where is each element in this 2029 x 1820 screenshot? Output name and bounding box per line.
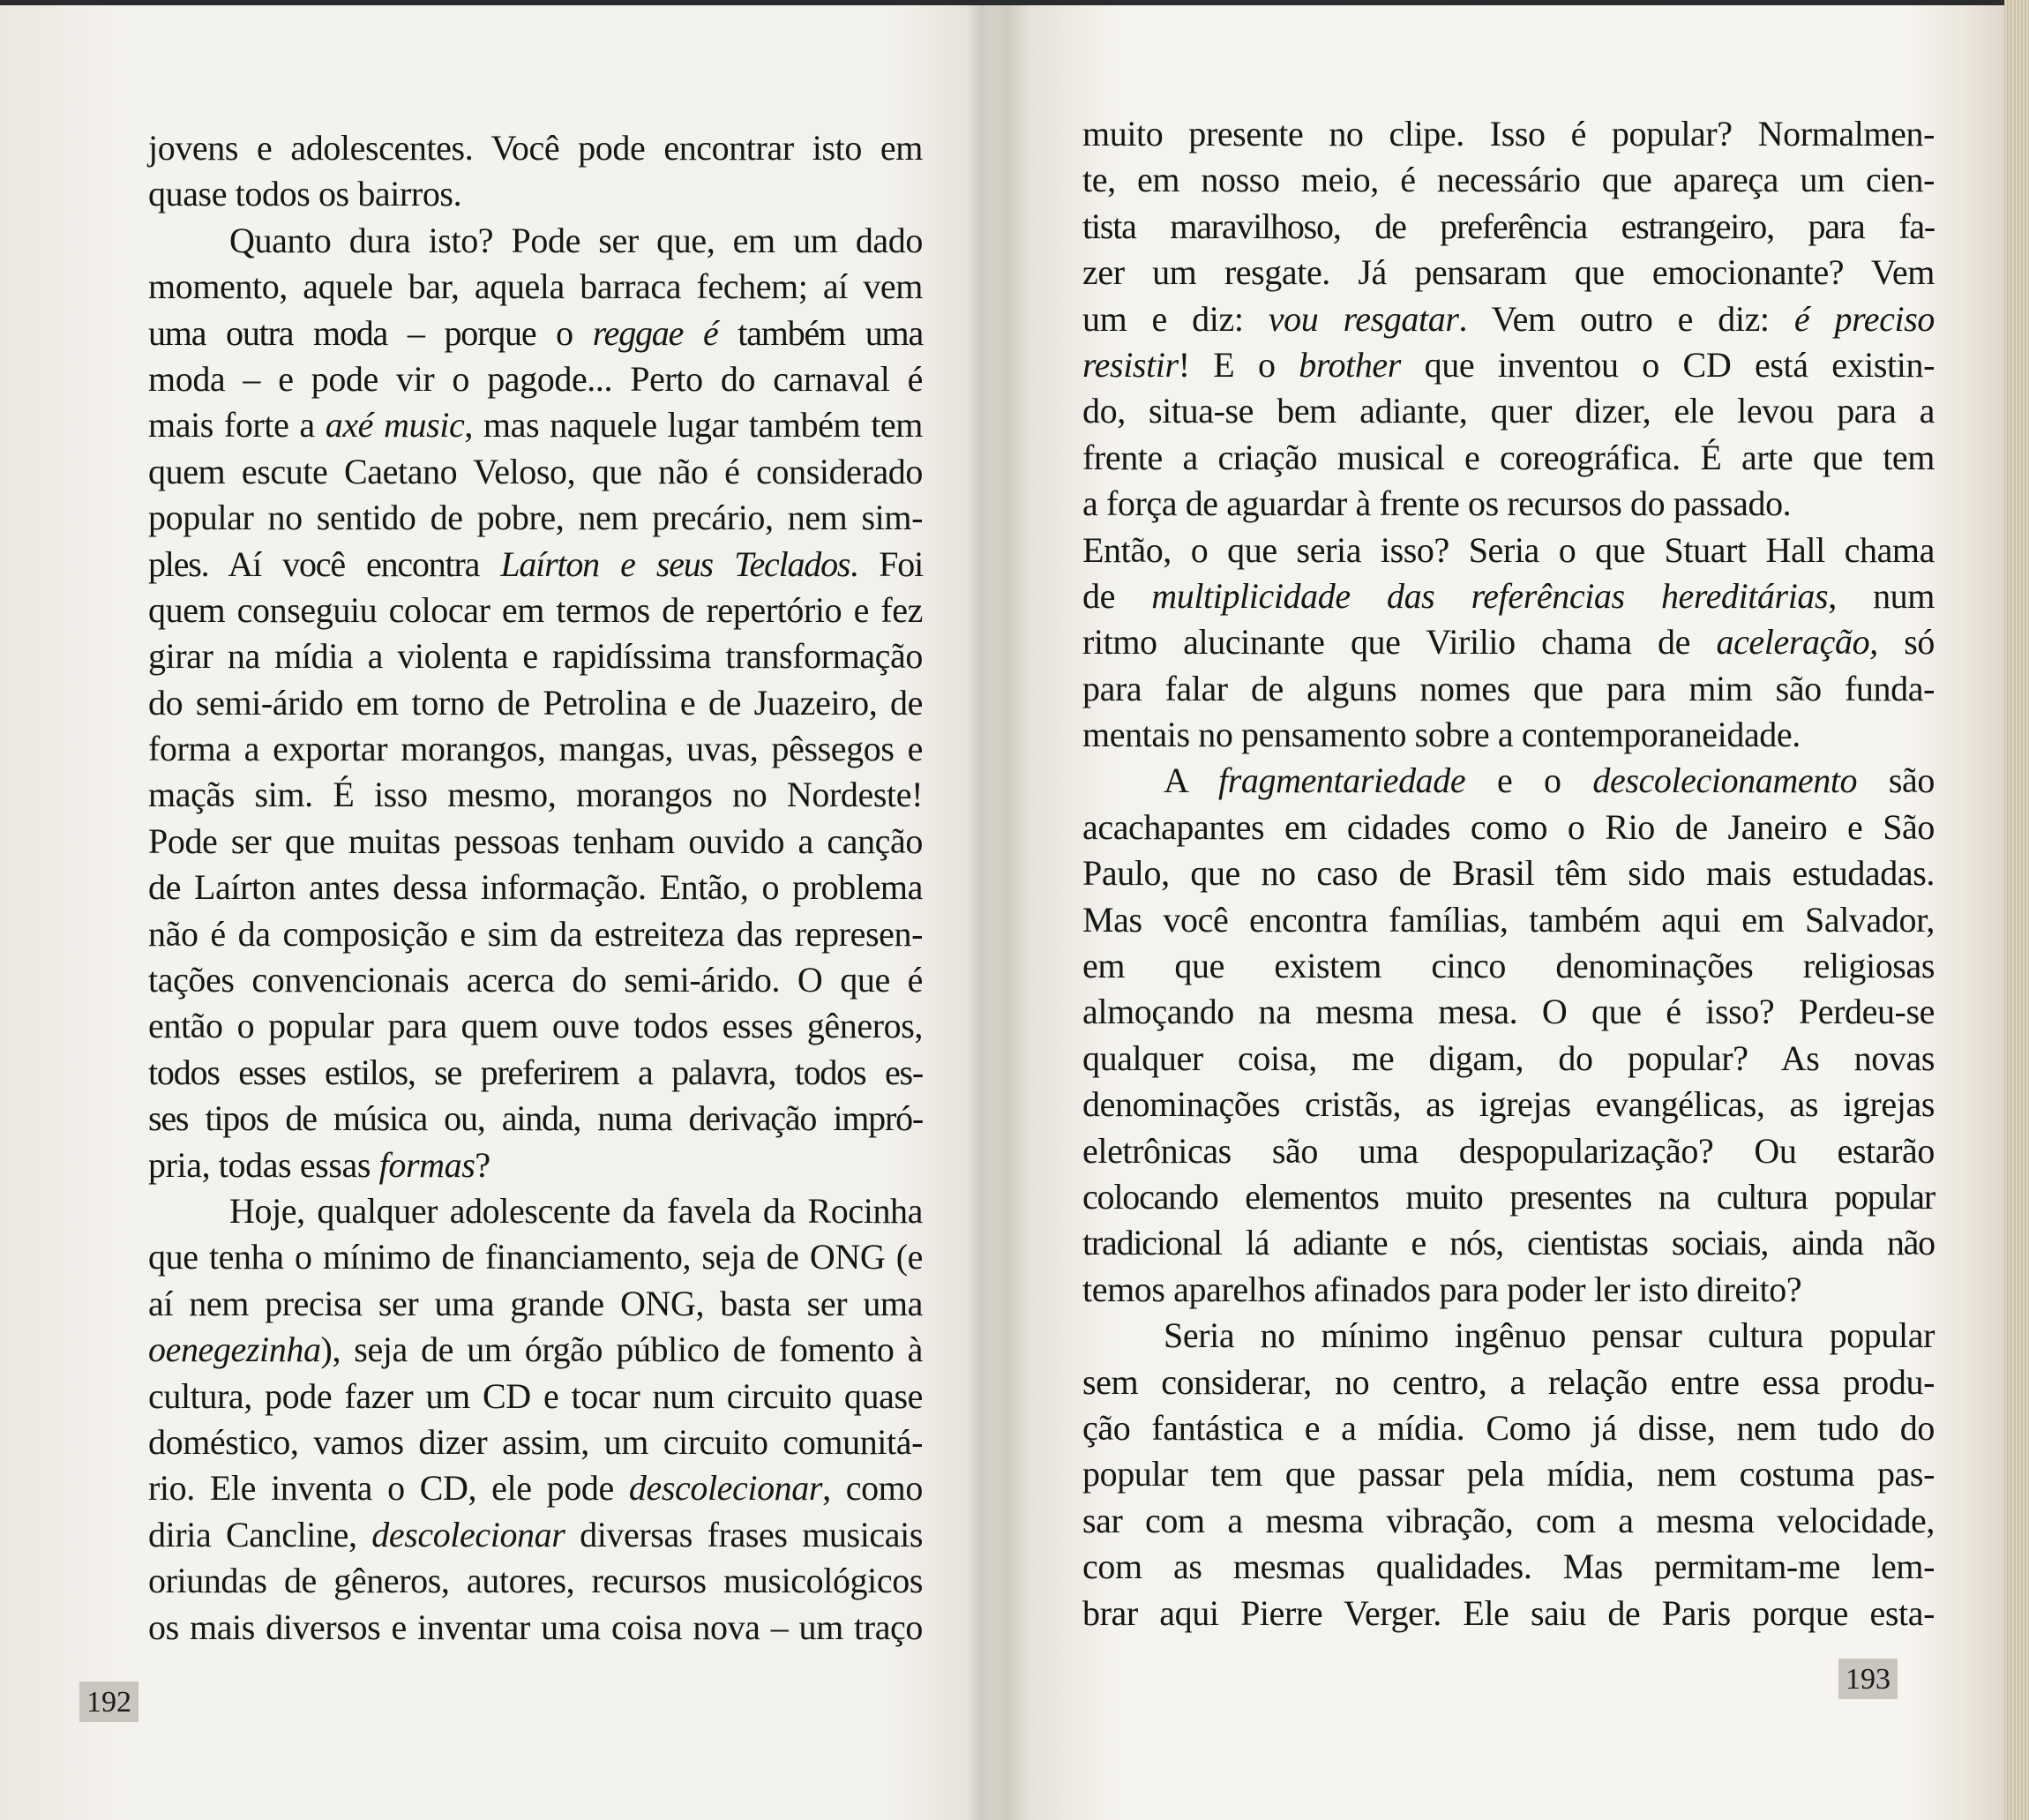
italic-segment: descolecionar [371,1514,565,1554]
text-line [148,402,923,448]
italic-segment: descolecionamento [1592,760,1858,801]
text-line [148,264,923,310]
text-segment: popular no sentido de pobre, nem precário, nem sim- [148,498,923,538]
text-segment: rio. Ele inventa o CD, ele pode [148,1468,629,1509]
text-segment: zer um resgate. Já pensaram que emocionante? Vem [1082,252,1935,293]
text-line [148,1096,923,1142]
text-segment: não é da composição e sim da estreiteza das represen- [148,913,923,954]
text-segment: ção fantástica e a mídia. Como já disse, nem tudo do [1082,1407,1935,1448]
italic-segment: axé music [325,405,465,446]
text-segment: diversas frases musicais [565,1514,923,1554]
text-segment: , mas naquele lugar também tem [464,405,924,446]
text-segment: sem considerar, no centro, a relação entre essa produ- [1082,1361,1935,1402]
text-segment: Quanto dura isto? Pode ser que, em um dado [229,220,923,260]
italic-segment: aceleração, [1716,622,1878,663]
text-segment: frente a criação musical e coreográfica. É arte que tem [1082,437,1935,477]
text-line [148,356,923,402]
text-segment: . Foi [850,543,923,584]
text-segment: só [1877,622,1935,663]
text-segment: sar com a mesma vibração, com a mesma velocidade, [1082,1500,1935,1540]
text-line [1082,342,1935,388]
text-segment: tações convencionais acerca do semi-árido. O que é [148,960,923,1000]
text-line [1082,528,1935,573]
text-line [148,171,923,217]
italic-segment: vou resgatar [1268,298,1459,339]
right-page [988,0,2004,1820]
italic-segment: fragmentariedade [1218,760,1466,801]
text-line [1082,1082,1935,1127]
text-segment: Então, o que seria isso? Seria o que Stuart Hall chama [1082,529,1935,570]
text-line [148,449,923,495]
text-line [1082,1451,1935,1497]
left-page-text [148,125,923,1651]
text-segment: , como [822,1468,923,1509]
text-segment: que tenha o mínimo de financiamento, seja de ONG (e [148,1237,923,1277]
text-segment: de Laírton antes dessa informação. Então, o problema [148,867,923,908]
text-line [148,819,923,865]
italic-segment: reggae é [592,312,718,353]
text-line [1082,435,1935,481]
text-line [148,911,923,957]
text-segment: doméstico, vamos dizer assim, um circuito comunitá- [148,1421,923,1462]
text-line [1082,850,1935,896]
text-line [148,957,923,1003]
text-segment: popular tem que passar pela mídia, nem costuma pas- [1082,1454,1935,1494]
text-segment: uma outra moda – porque o [148,312,593,353]
text-segment: colocando elementos muito presentes na cultura popular [1082,1176,1935,1217]
text-line [1082,1544,1935,1590]
text-segment: momento, aquele bar, aquela barraca fechem; aí vem [148,266,923,307]
text-segment: oriundas de gêneros, autores, recursos musicológicos [148,1561,923,1601]
text-line [148,1419,923,1465]
text-segment: de [1082,575,1152,616]
text-segment: mais forte a [148,405,326,446]
text-segment: ritmo alucinante que Virilio chama de [1082,622,1717,663]
text-segment: Pode ser que muitas pessoas tenham ouvido a canção [148,820,923,861]
italic-segment: é preciso [1793,298,1935,339]
text-segment: diria Cancline, [148,1514,372,1554]
text-line [1082,897,1935,943]
text-segment: cultura, pode fazer um CD e tocar num circuito quase [148,1375,923,1416]
text-line [1082,481,1935,527]
text-line [1082,1220,1935,1266]
text-line [1082,1498,1935,1544]
text-segment: forma a exportar morangos, mangas, uvas, pêssegos e [148,729,923,769]
text-segment: girar na mídia a violenta e rapidíssima transformação [148,636,923,677]
text-line [1082,204,1935,250]
text-line [148,1188,923,1234]
text-segment: que inventou o CD está existin- [1400,344,1935,385]
text-segment: são [1857,760,1935,801]
text-segment: com as mesmas qualidades. Mas permitam-me lem- [1082,1547,1935,1587]
text-segment: denominações cristãs, as igrejas evangélicas, as igrejas [1082,1084,1935,1125]
text-segment: todos esses estilos, se preferirem a palavra, todos es- [148,1052,923,1092]
text-line [148,588,923,633]
text-line [148,1281,923,1327]
text-line [1082,388,1935,434]
text-line [1082,1591,1935,1637]
page-edges [2004,0,2029,1820]
text-segment: mentais no pensamento sobre a contemporaneidade. [1082,715,1801,755]
text-line [1082,1267,1935,1313]
text-line [148,1605,923,1651]
text-segment: ses tipos de música ou, ainda, numa derivação impró- [148,1098,923,1139]
text-line [148,1050,923,1096]
text-segment: Seria no mínimo ingênuo pensar cultura popular [1164,1315,1935,1356]
page-number-right: 193 [1838,1659,1898,1699]
text-line [1082,296,1935,342]
text-line [1082,1036,1935,1082]
text-segment: aí nem precisa ser uma grande ONG, basta ser uma [148,1283,923,1323]
right-page-text [1082,111,1935,1637]
text-line [1082,758,1935,804]
text-line [148,633,923,679]
text-segment: acachapantes em cidades como o Rio de Janeiro e São [1082,806,1935,847]
text-line [148,1234,923,1280]
italic-segment: multiplicidade das referências hereditárias [1151,575,1829,616]
text-segment: em que existem cinco denominações religiosas [1082,946,1935,986]
text-segment: Mas você encontra famílias, também aqui em Salvador, [1082,899,1935,940]
text-segment: qualquer coisa, me digam, do popular? As novas [1082,1037,1935,1078]
text-line [1082,157,1935,203]
text-line [1082,989,1935,1035]
text-segment: temos aparelhos afinados para poder ler isto direito? [1082,1269,1802,1309]
text-line [1082,666,1935,712]
text-line [148,125,923,171]
italic-segment: Laírton e seus Teclados [500,543,850,584]
text-segment: para falar de alguns nomes que para mim são funda- [1082,668,1935,708]
text-segment: quem conseguiu colocar em termos de repertório e fez [148,589,923,630]
text-line [1082,111,1935,157]
text-segment: Hoje, qualquer adolescente da favela da Rocinha [229,1190,923,1231]
text-segment: e o [1465,760,1593,801]
text-line [148,1374,923,1419]
text-segment: maçãs sim. É isso mesmo, morangos no Nordeste! [148,775,923,815]
text-segment: muito presente no clipe. Isso é popular? Normalmen- [1082,114,1935,154]
text-line [148,1327,923,1373]
text-line [1082,1128,1935,1174]
text-segment: A [1164,760,1219,801]
text-segment: almoçando na mesma mesa. O que é isso? Perdeu-se [1082,992,1935,1032]
text-segment: do semi-árido em torno de Petrolina e de Juazeiro, de [148,682,923,723]
text-segment: jovens e adolescentes. Você pode encontrar isto em [148,128,923,168]
text-line [148,1558,923,1604]
text-segment: Paulo, que no caso de Brasil têm sido mais estudadas. [1082,853,1935,894]
text-segment: quem escute Caetano Veloso, que não é considerado [148,451,923,491]
text-segment: tista maravilhoso, de preferência estrangeiro, para fa- [1082,206,1935,246]
text-segment: um e diz: [1082,298,1269,339]
text-line [148,1003,923,1049]
text-segment: ? [475,1144,490,1185]
text-line [1082,1313,1935,1359]
italic-segment: oenegezinha [148,1329,321,1370]
text-line [148,726,923,772]
text-line [1082,250,1935,296]
text-segment: a força de aguardar à frente os recursos do passado. [1082,483,1792,524]
text-line [148,1465,923,1511]
left-page [0,0,988,1820]
italic-segment: formas [378,1144,475,1185]
text-line [148,218,923,264]
text-segment: te, em nosso meio, é necessário que apareça um cien- [1082,160,1935,200]
text-segment: tradicional lá adiante e nós, cientistas sociais, ainda não [1082,1223,1935,1263]
text-line [1082,1405,1935,1451]
text-line [1082,1174,1935,1220]
text-segment: pria, todas essas [148,1144,379,1185]
text-segment: ples. Aí você encontra [148,543,501,584]
italic-segment: resistir [1082,344,1179,385]
text-segment: do, situa-se bem adiante, quer dizer, ele levou para a [1082,391,1935,431]
italic-segment: descolecionar [628,1468,823,1509]
text-line [148,680,923,726]
text-segment: ), seja de um órgão público de fomento à [320,1329,923,1370]
text-line [1082,943,1935,989]
text-segment: moda – e pode vir o pagode... Perto do carnaval é [148,358,923,399]
text-line [148,1142,923,1188]
text-segment: eletrônicas são uma despopularização? Ou estarão [1082,1130,1935,1171]
page-number-left: 192 [79,1681,139,1722]
text-line [148,311,923,356]
text-segment: então o popular para quem ouve todos esses gêneros, [148,1006,923,1046]
text-line [1082,573,1935,619]
italic-segment: brother [1299,344,1401,385]
text-line [1082,805,1935,850]
text-segment: os mais diversos e inventar uma coisa nova – um traço [148,1607,923,1647]
text-line [1082,1359,1935,1405]
text-line [1082,619,1935,665]
text-line [148,865,923,910]
text-line [148,1512,923,1558]
text-line [148,542,923,588]
text-segment: também uma [717,312,924,353]
text-segment: ! E o [1178,344,1299,385]
text-line [1082,712,1935,758]
text-segment: . Vem outro e diz: [1458,298,1794,339]
text-segment: brar aqui Pierre Verger. Ele saiu de Paris porque esta- [1082,1592,1935,1633]
text-line [148,495,923,541]
text-segment: quase todos os bairros. [148,174,462,214]
text-line [148,772,923,818]
text-segment: , num [1828,575,1935,616]
